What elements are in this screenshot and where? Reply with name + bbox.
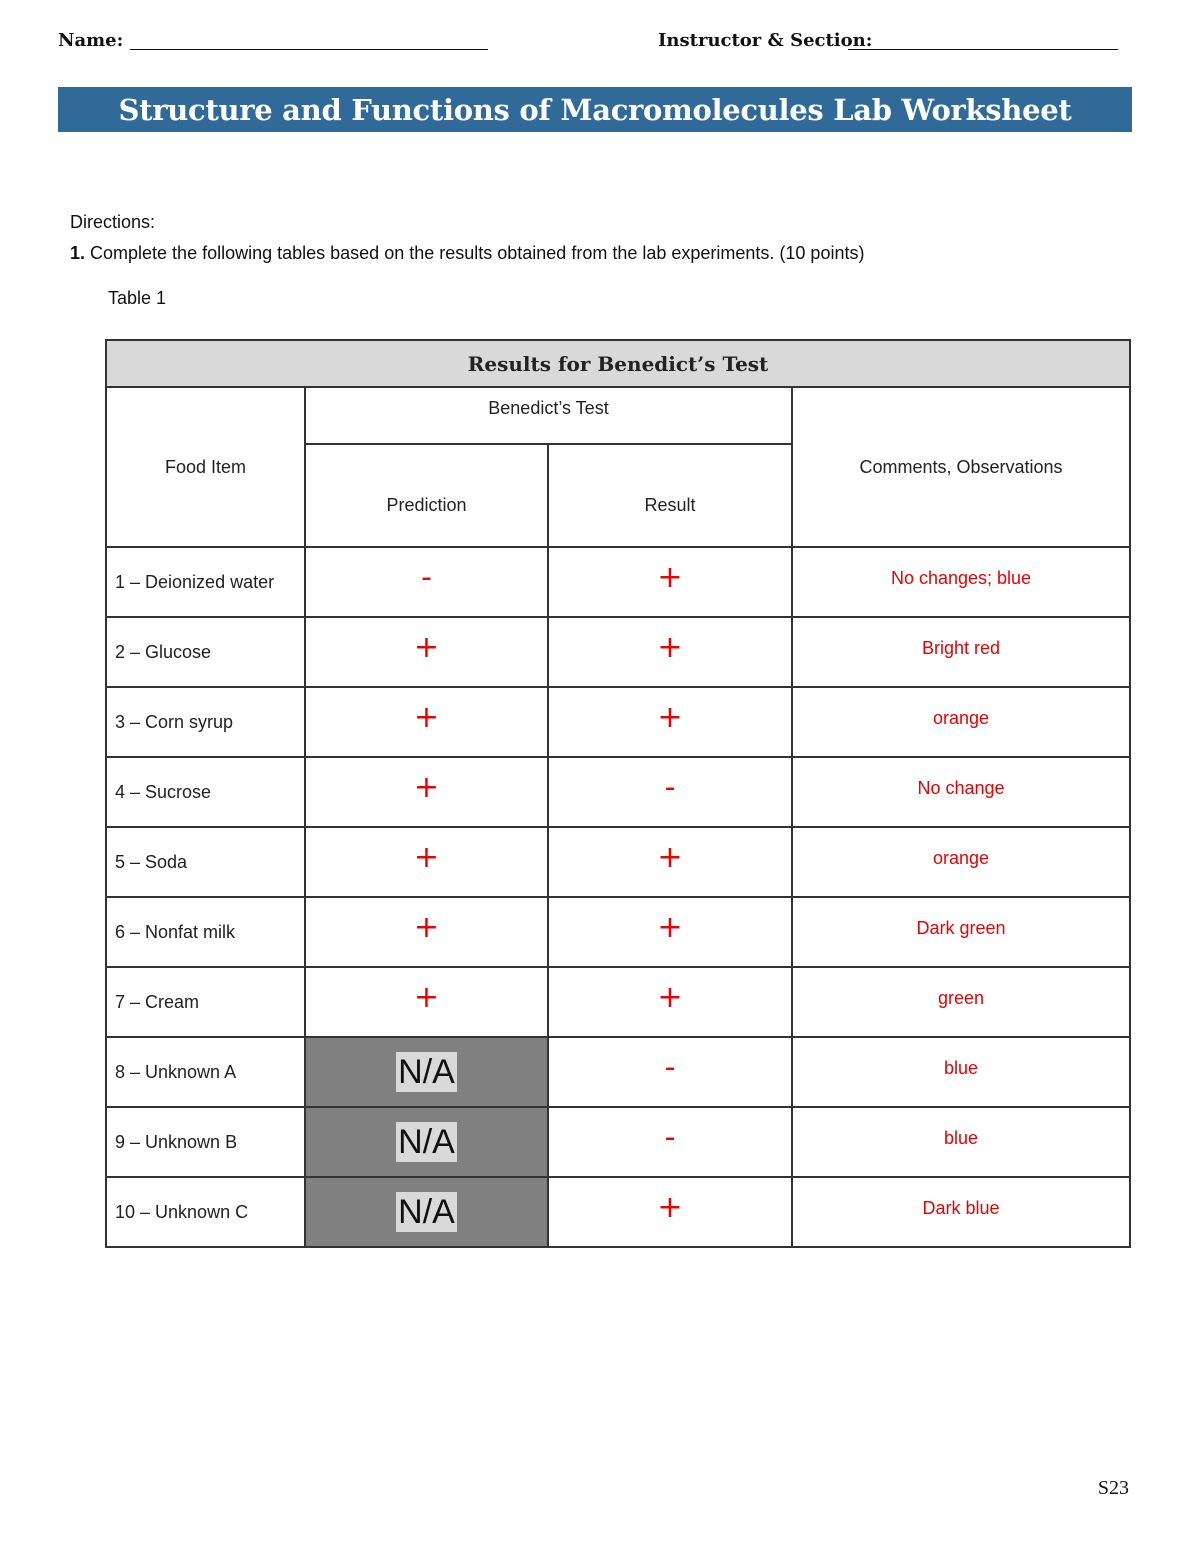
prediction-cell (305, 757, 548, 827)
result-cell (548, 1177, 792, 1247)
result-cell (548, 967, 792, 1037)
comment-cell (792, 827, 1130, 897)
table-row (106, 687, 1130, 757)
comment-text: blue (944, 1057, 979, 1078)
name-label: Name: (58, 30, 124, 51)
prediction-cell (305, 827, 548, 897)
prediction-value: + (413, 770, 440, 805)
table-label: Table 1 (108, 288, 167, 308)
page-title: Structure and Functions of Macromolecules Lab Worksheet (118, 92, 1072, 127)
comment-cell (792, 1107, 1130, 1177)
comment-text: Dark blue (922, 1197, 1000, 1218)
table-caption: Results for Benedict’s Test (106, 340, 1130, 387)
directions-label: Directions: (70, 212, 156, 232)
prediction-value: - (421, 560, 432, 595)
instructor-section-field-line[interactable] (848, 49, 1118, 50)
comment-cell (792, 687, 1130, 757)
table-row (106, 1107, 1130, 1177)
result-value: + (657, 910, 683, 945)
name-field-line[interactable] (130, 49, 488, 50)
column-header-benedicts-test: Benedict’s Test (305, 387, 792, 444)
result-cell (548, 547, 792, 617)
comment-cell (792, 547, 1130, 617)
result-value: + (657, 560, 683, 595)
result-value: + (657, 630, 683, 665)
result-cell (548, 1037, 792, 1107)
comment-text: No change (917, 777, 1005, 798)
comment-cell (792, 1037, 1130, 1107)
food-item-cell: 1 – Deionized water (106, 547, 305, 617)
result-value: - (664, 1120, 676, 1155)
food-item-cell: 3 – Corn syrup (106, 687, 305, 757)
comment-cell (792, 967, 1130, 1037)
result-cell (548, 617, 792, 687)
comment-cell (792, 617, 1130, 687)
comment-text: green (938, 987, 985, 1008)
result-value: + (657, 840, 683, 875)
comment-text: orange (932, 707, 990, 728)
column-header-comments: Comments, Observations (792, 387, 1130, 547)
prediction-na-label: N/A (398, 1193, 455, 1231)
result-value: - (664, 1050, 676, 1085)
table-row (106, 967, 1130, 1037)
page-identifier: S23 (1097, 1477, 1129, 1499)
instructor-section-label: Instructor & Section: (658, 30, 873, 51)
comment-cell (792, 757, 1130, 827)
table-row (106, 897, 1130, 967)
table-row (106, 1177, 1130, 1247)
title-banner (58, 87, 1132, 132)
prediction-cell (305, 547, 548, 617)
prediction-cell (305, 967, 548, 1037)
prediction-na-label: N/A (398, 1053, 455, 1091)
table-row (106, 757, 1130, 827)
result-cell (548, 1107, 792, 1177)
prediction-value: + (413, 910, 440, 945)
prediction-value: + (413, 840, 440, 875)
food-item-cell: 8 – Unknown A (106, 1037, 305, 1107)
result-value: - (664, 770, 676, 805)
comment-text: No changes; blue (890, 567, 1032, 588)
comment-text: orange (932, 847, 990, 868)
benedicts-results-table (105, 339, 1131, 1248)
prediction-value: + (413, 630, 440, 665)
result-cell (548, 687, 792, 757)
prediction-cell (305, 687, 548, 757)
prediction-value: + (413, 700, 440, 735)
comment-text: blue (944, 1127, 979, 1148)
prediction-value: + (413, 980, 440, 1015)
comment-cell (792, 1177, 1130, 1247)
column-header-prediction: Prediction (305, 444, 548, 547)
instruction-text: Complete the following tables based on the results obtained from the lab experiments. (10 points) (85, 243, 865, 263)
instruction-item (70, 243, 864, 264)
food-item-cell: 6 – Nonfat milk (106, 897, 305, 967)
comment-cell (792, 897, 1130, 967)
comment-text: Dark green (916, 917, 1006, 938)
table-row (106, 1037, 1130, 1107)
prediction-cell (305, 617, 548, 687)
food-item-cell: 7 – Cream (106, 967, 305, 1037)
result-value: + (657, 980, 683, 1015)
table-row (106, 617, 1130, 687)
food-item-cell: 5 – Soda (106, 827, 305, 897)
food-item-cell: 9 – Unknown B (106, 1107, 305, 1177)
prediction-na-cell (305, 1107, 548, 1177)
result-value: + (657, 700, 683, 735)
food-item-cell: 10 – Unknown C (106, 1177, 305, 1247)
table-row (106, 547, 1130, 617)
prediction-na-cell (305, 1177, 548, 1247)
result-cell (548, 757, 792, 827)
prediction-na-cell (305, 1037, 548, 1107)
prediction-cell (305, 897, 548, 967)
food-item-cell: 2 – Glucose (106, 617, 305, 687)
result-value: + (657, 1190, 683, 1225)
table-row (106, 827, 1130, 897)
comment-text: Bright red (922, 637, 1001, 658)
result-cell (548, 827, 792, 897)
column-header-food-item: Food Item (106, 387, 305, 547)
food-item-cell: 4 – Sucrose (106, 757, 305, 827)
column-header-result: Result (548, 444, 792, 547)
prediction-na-label: N/A (398, 1123, 455, 1161)
result-cell (548, 897, 792, 967)
instruction-number: 1. (70, 243, 86, 263)
